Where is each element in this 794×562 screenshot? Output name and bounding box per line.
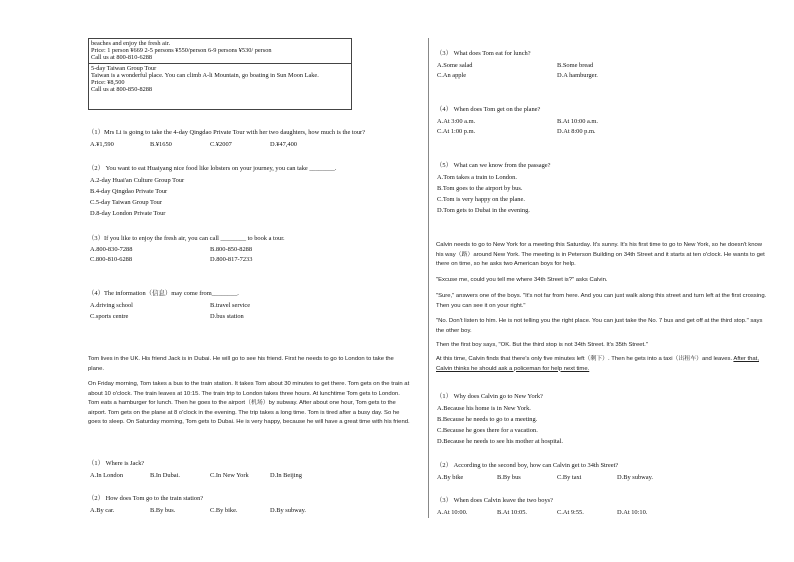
question-prompt: （2） How does Tom go to the train station? — [88, 495, 204, 502]
option: B.In Dubai. — [150, 472, 180, 479]
question-prompt: （1） Why does Calvin go to New York? — [436, 393, 543, 400]
passage-paragraph: "Sure," answers one of the boys. "It's not far from here. And you can just walk along this street and turn left at the first crossing. Then you can see it on your right." — [436, 293, 767, 309]
option: B.By bus — [497, 474, 521, 481]
option: D.800-817-7233 — [210, 256, 253, 263]
question-prompt: （3） What does Tom eat for lunch? — [436, 50, 531, 57]
option: D.By subway. — [617, 474, 653, 481]
passage-paragraph: Calvin needs to go to New York for a meeting this Saturday. It's sunny. It's his first time to go to New York, so he doesn't know his way（路）around New York. The meeting is in Peterson Building on 34th Street and it starts at ten o'clock. He wants to get there on time, so he asks two American boys for help. — [436, 242, 765, 268]
ad-line: Price: ¥8,500 — [91, 79, 125, 87]
option: D.A hamburger. — [557, 72, 598, 79]
option: A.Some salad — [437, 62, 473, 69]
passage-sentence: At this time, Calvin finds that there's only five minutes left（剩下）. Then he gets into a taxi（出租车）and leaves. — [436, 356, 733, 362]
option: A.2-day Huai'an Culture Group Tour — [90, 177, 185, 184]
question-prompt: （1）Mrs Li is going to take the 4-day Qingdao Private Tour with her two daughters, how much is the tour? — [88, 129, 366, 136]
question-prompt: （3） When does Calvin leave the two boys? — [436, 497, 553, 504]
option: B.By bus. — [150, 507, 176, 514]
passage-paragraph: "Excuse me, could you tell me where 34th Street is?" asks Calvin. — [436, 277, 608, 283]
option: A.In London — [90, 472, 124, 479]
option: A.By car. — [90, 507, 115, 514]
option: D.By subway. — [270, 507, 306, 514]
question-prompt: （4） When does Tom get on the plane? — [436, 106, 541, 113]
option: A.At 3:00 a.m. — [437, 118, 476, 125]
ad-line: Call us at 800-850-8288 — [91, 86, 153, 94]
question-prompt: （4）The information（信息）may come from________. — [88, 290, 239, 297]
question-prompt: （3）If you like to enjoy the fresh air, you can call ________ to book a tour. — [88, 235, 285, 242]
passage-paragraph: Tom lives in the UK. His friend Jack is in Dubai. He will go to see his friend. First he needs to go to London to take the plane. — [88, 356, 394, 372]
option: B.800-850-8288 — [210, 246, 253, 253]
option: A.Because his home is in New York. — [437, 405, 531, 412]
ad-line: beaches and enjoy the fresh air. — [91, 40, 171, 47]
ad-line: Price: 1 person ¥669 2-5 persons ¥550/person 6-9 persons ¥530/ person — [91, 47, 272, 55]
passage-paragraph: "No. Don't listen to him. He is not telling you the right place. You can just take the No. 7 bus and get off at the third stop." says the other boy. — [436, 318, 763, 334]
option: C.5-day Taiwan Group Tour — [90, 199, 162, 206]
option: A.¥1,590 — [90, 141, 114, 148]
column-divider — [428, 38, 429, 518]
option: C.By taxi — [557, 474, 582, 481]
passage-paragraph: On Friday morning, Tom takes a bus to the train station. It takes Tom about 30 minutes to get there. Tom gets on the train at about 10 o'clock. The train leaves at 10:15. The train trip to London takes three hours. At lunchtime Tom gets to London. Tom eats a hamburger for lunch. Then he goes to the airport（机场）by subway. After about one hour, Tom gets to the airport. Tom gets on the plane at 8 o'clock in the evening. The trip takes a long time. Tom is tired after a busy day. So he goes to sleep. On Saturday morning, Tom gets to Dubai. He is very happy, because he will have a great time with his friend. — [88, 381, 410, 426]
option: D.bus station — [210, 313, 244, 320]
option: A.Tom takes a train to London. — [437, 174, 517, 181]
option: C.800-810-6288 — [90, 256, 133, 263]
option: C.At 9:55. — [557, 509, 584, 516]
passage-paragraph: Then the first boy says, "OK. But the third stop is not 34th Street. It's 35th Street." — [436, 342, 648, 348]
option: C.¥2007 — [210, 141, 232, 148]
option: B.At 10:05. — [497, 509, 528, 516]
passage-sentence-underlined: After that, Calvin thinks he should ask a policeman for help next time. — [436, 356, 759, 372]
option: B.travel service — [210, 302, 251, 309]
ad-line: Call us at 800-810-6288 — [91, 54, 153, 62]
passage-paragraph — [436, 355, 770, 374]
option: A.800-830-7288 — [90, 246, 133, 253]
option: B.Some bread — [557, 62, 594, 69]
option: C.At 1:00 p.m. — [437, 128, 476, 135]
option: C.In New York — [210, 472, 249, 479]
option: C.Tom is very happy on the plane. — [437, 196, 525, 203]
option: B.Tom goes to the airport by bus. — [437, 185, 523, 192]
question-prompt: （2） According to the second boy, how can Calvin get to 34th Street? — [436, 462, 619, 469]
ad-line: Taiwan is a wonderful place. You can climb A-li Mountain, go boating in Sun Moon Lake. — [91, 71, 319, 79]
option: B.4-day Qingdao Private Tour — [90, 188, 168, 195]
option: A.At 10:00. — [437, 509, 468, 516]
option: D.At 8:00 p.m. — [557, 128, 596, 135]
tour-ad-box — [88, 38, 352, 110]
question-prompt: （1） Where is Jack? — [88, 460, 145, 467]
option: A.By bike — [437, 474, 464, 481]
option: C.sports centre — [90, 313, 129, 320]
option: D.Tom gets to Dubai in the evening. — [437, 207, 530, 214]
option: B.¥1650 — [150, 141, 172, 148]
ad-segment-a — [89, 39, 351, 63]
option: C.An apple — [437, 72, 467, 79]
question-prompt: （5） What can we know from the passage? — [436, 162, 551, 169]
question-prompt: （2） You want to eat Huaiyang nice food like lobsters on your journey, you can take ________. — [88, 165, 337, 172]
option: D.Because he needs to see his mother at hospital. — [437, 438, 564, 445]
option: D.¥47,400 — [270, 141, 297, 148]
option: C.Because he goes there for a vacation. — [437, 427, 538, 434]
ad-heading: 5-day Taiwan Group Tour — [91, 64, 157, 72]
option: D.8-day London Private Tour — [90, 210, 166, 217]
option: D.At 10:10. — [617, 509, 648, 516]
option: A.driving school — [90, 302, 133, 309]
option: D.In Beijing — [270, 472, 302, 479]
option: B.At 10:00 a.m. — [557, 118, 599, 125]
ad-segment-b — [89, 63, 351, 95]
option: C.By bike. — [210, 507, 238, 514]
option: B.Because he needs to go to a meeting. — [437, 416, 538, 423]
